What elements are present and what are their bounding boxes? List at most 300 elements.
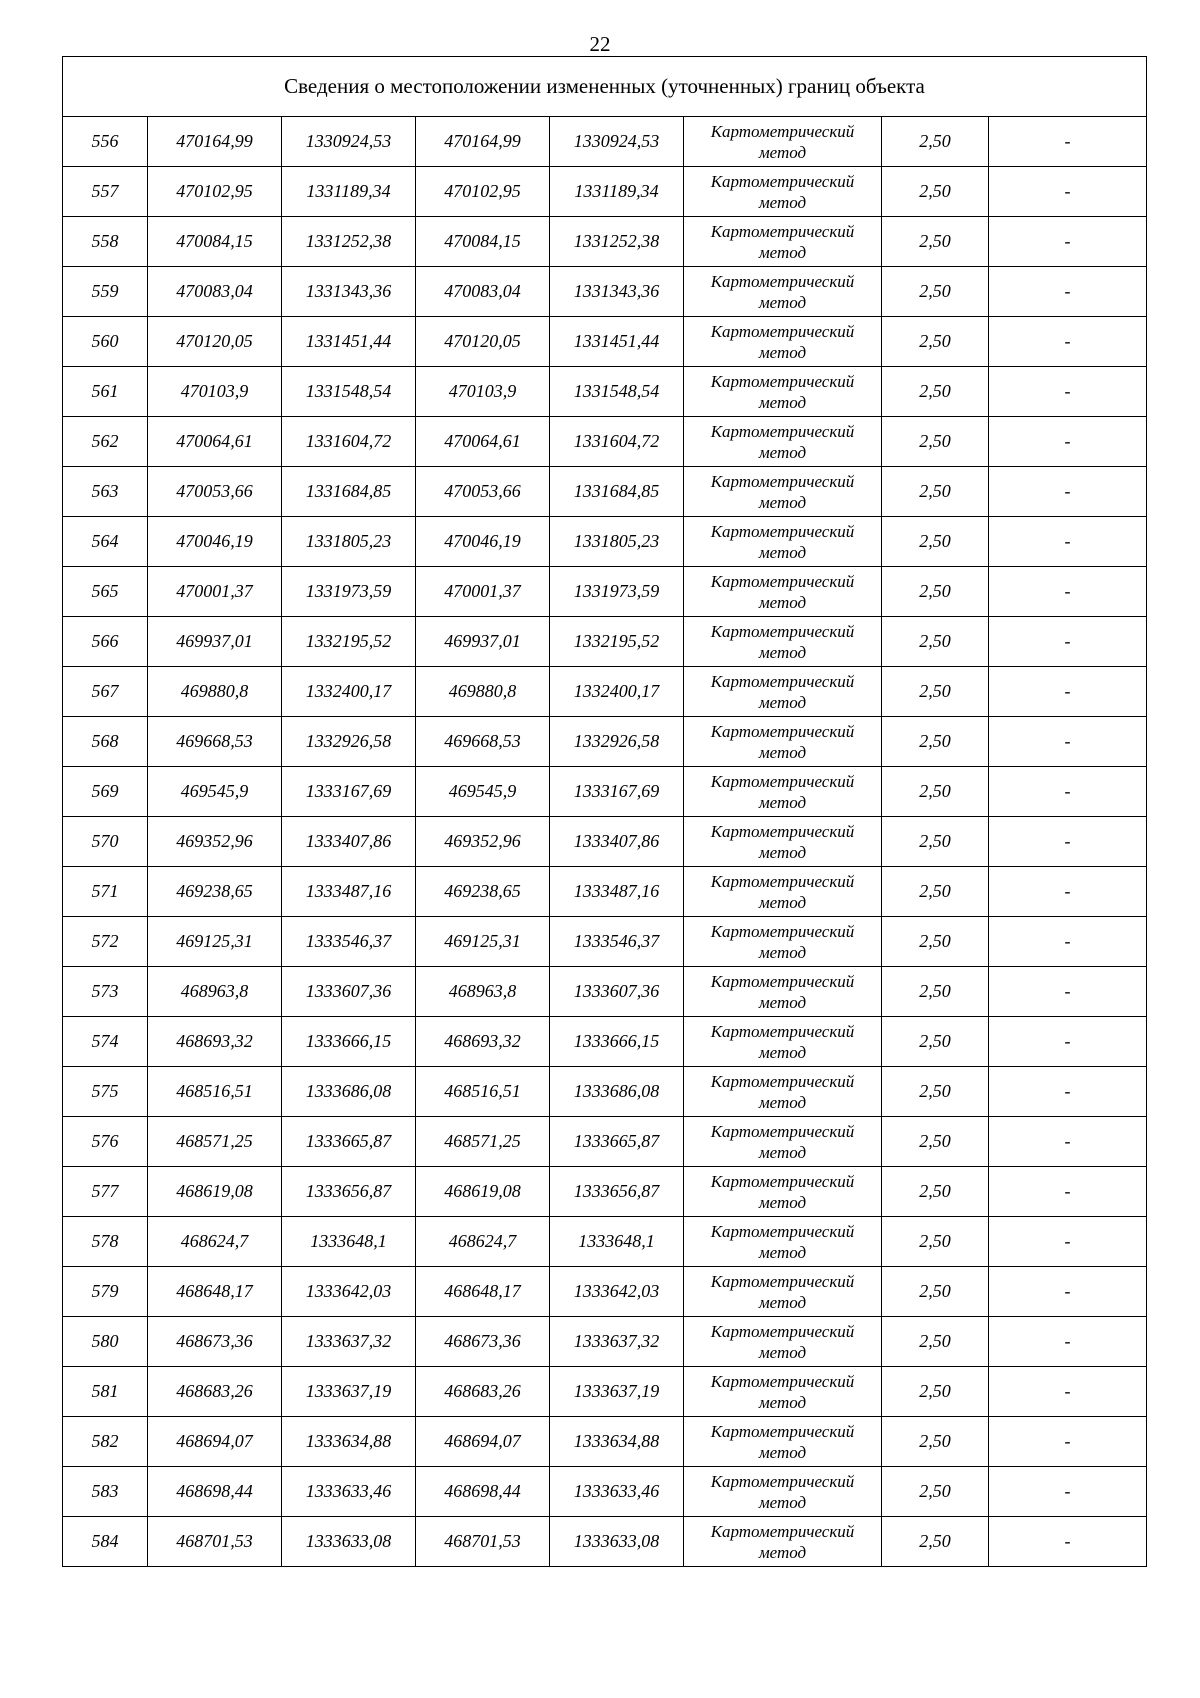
method-line-2: метод [758,592,807,612]
refined-x-cell: 470001,37 [416,567,550,617]
point-number-cell: 570 [63,817,148,867]
accuracy-cell: 2,50 [882,317,989,367]
point-number-cell: 567 [63,667,148,717]
method-cell [684,917,882,967]
method-line-1: Картометрический [710,1121,855,1141]
refined-y-cell: 1333666,15 [550,1017,684,1067]
note-cell: - [989,217,1147,267]
method-cell [684,667,882,717]
refined-y-cell: 1332926,58 [550,717,684,767]
method-cell [684,1517,882,1567]
existing-x-cell: 469125,31 [148,917,282,967]
refined-y-cell: 1333648,1 [550,1217,684,1267]
method-line-2: метод [758,1042,807,1062]
note-cell: - [989,117,1147,167]
method-line-1: Картометрический [710,1471,855,1491]
table-row [63,217,1147,267]
existing-x-cell: 468963,8 [148,967,282,1017]
note-cell: - [989,617,1147,667]
table-row [63,117,1147,167]
existing-y-cell: 1333637,19 [282,1367,416,1417]
method-cell [684,817,882,867]
method-line-2: метод [758,992,807,1012]
table-row [63,1167,1147,1217]
refined-y-cell: 1332195,52 [550,617,684,667]
existing-x-cell: 468694,07 [148,1417,282,1467]
method-cell [684,867,882,917]
table-row [63,267,1147,317]
table-row [63,367,1147,417]
accuracy-cell: 2,50 [882,617,989,667]
existing-x-cell: 468673,36 [148,1317,282,1367]
note-cell: - [989,667,1147,717]
existing-x-cell: 470046,19 [148,517,282,567]
existing-x-cell: 468516,51 [148,1067,282,1117]
method-line-1: Картометрический [710,671,855,691]
table-row [63,417,1147,467]
accuracy-cell: 2,50 [882,1067,989,1117]
method-cell [684,1167,882,1217]
method-line-2: метод [758,242,807,262]
refined-x-cell: 468673,36 [416,1317,550,1367]
method-line-2: метод [758,1392,807,1412]
method-cell [684,367,882,417]
method-cell [684,617,882,667]
accuracy-cell: 2,50 [882,1217,989,1267]
point-number-cell: 577 [63,1167,148,1217]
existing-y-cell: 1331343,36 [282,267,416,317]
note-cell: - [989,867,1147,917]
refined-x-cell: 468619,08 [416,1167,550,1217]
point-number-cell: 580 [63,1317,148,1367]
method-line-1: Картометрический [710,421,855,441]
method-line-2: метод [758,1292,807,1312]
accuracy-cell: 2,50 [882,517,989,567]
note-cell: - [989,1467,1147,1517]
table-row [63,1117,1147,1167]
existing-x-cell: 470083,04 [148,267,282,317]
method-line-2: метод [758,742,807,762]
note-cell: - [989,467,1147,517]
point-number-cell: 569 [63,767,148,817]
point-number-cell: 579 [63,1267,148,1317]
method-line-1: Картометрический [710,721,855,741]
method-line-2: метод [758,542,807,562]
method-line-1: Картометрический [710,1321,855,1341]
refined-x-cell: 469352,96 [416,817,550,867]
point-number-cell: 559 [63,267,148,317]
note-cell: - [989,1117,1147,1167]
table-row [63,1467,1147,1517]
table-row [63,1317,1147,1367]
method-line-2: метод [758,392,807,412]
method-line-2: метод [758,342,807,362]
note-cell: - [989,817,1147,867]
table-row [63,817,1147,867]
existing-x-cell: 468619,08 [148,1167,282,1217]
method-line-2: метод [758,1442,807,1462]
note-cell: - [989,1217,1147,1267]
refined-y-cell: 1333607,36 [550,967,684,1017]
method-line-1: Картометрический [710,1271,855,1291]
refined-x-cell: 468571,25 [416,1117,550,1167]
method-line-1: Картометрический [710,921,855,941]
refined-x-cell: 468694,07 [416,1417,550,1467]
method-line-1: Картометрический [710,121,855,141]
table-row [63,567,1147,617]
existing-x-cell: 470084,15 [148,217,282,267]
method-cell [684,217,882,267]
note-cell: - [989,767,1147,817]
point-number-cell: 573 [63,967,148,1017]
existing-y-cell: 1331548,54 [282,367,416,417]
existing-x-cell: 468683,26 [148,1367,282,1417]
point-number-cell: 566 [63,617,148,667]
refined-x-cell: 468693,32 [416,1017,550,1067]
point-number-cell: 584 [63,1517,148,1567]
method-line-2: метод [758,842,807,862]
existing-x-cell: 469937,01 [148,617,282,667]
accuracy-cell: 2,50 [882,1117,989,1167]
existing-x-cell: 470120,05 [148,317,282,367]
table-row [63,1067,1147,1117]
point-number-cell: 583 [63,1467,148,1517]
existing-y-cell: 1331252,38 [282,217,416,267]
refined-x-cell: 470164,99 [416,117,550,167]
refined-y-cell: 1331604,72 [550,417,684,467]
existing-y-cell: 1333666,15 [282,1017,416,1067]
point-number-cell: 582 [63,1417,148,1467]
existing-y-cell: 1333648,1 [282,1217,416,1267]
accuracy-cell: 2,50 [882,367,989,417]
method-line-1: Картометрический [710,321,855,341]
refined-y-cell: 1333633,46 [550,1467,684,1517]
existing-y-cell: 1333487,16 [282,867,416,917]
existing-y-cell: 1331684,85 [282,467,416,517]
existing-y-cell: 1332400,17 [282,667,416,717]
refined-x-cell: 470120,05 [416,317,550,367]
method-cell [684,1467,882,1517]
point-number-cell: 572 [63,917,148,967]
method-line-1: Картометрический [710,871,855,891]
existing-x-cell: 468698,44 [148,1467,282,1517]
method-line-1: Картометрический [710,1521,855,1541]
method-line-2: метод [758,1192,807,1212]
table-row [63,1367,1147,1417]
table-row [63,667,1147,717]
refined-y-cell: 1333637,19 [550,1367,684,1417]
note-cell: - [989,1367,1147,1417]
existing-x-cell: 468693,32 [148,1017,282,1067]
refined-y-cell: 1333686,08 [550,1067,684,1117]
refined-y-cell: 1333487,16 [550,867,684,917]
existing-x-cell: 468624,7 [148,1217,282,1267]
refined-x-cell: 470064,61 [416,417,550,467]
note-cell: - [989,717,1147,767]
existing-x-cell: 468648,17 [148,1267,282,1317]
existing-y-cell: 1331805,23 [282,517,416,567]
method-cell [684,717,882,767]
existing-y-cell: 1333634,88 [282,1417,416,1467]
refined-x-cell: 468698,44 [416,1467,550,1517]
point-number-cell: 565 [63,567,148,617]
point-number-cell: 578 [63,1217,148,1267]
table-row [63,617,1147,667]
note-cell: - [989,1517,1147,1567]
point-number-cell: 568 [63,717,148,767]
accuracy-cell: 2,50 [882,867,989,917]
refined-y-cell: 1333546,37 [550,917,684,967]
accuracy-cell: 2,50 [882,717,989,767]
table-row [63,717,1147,767]
refined-x-cell: 470083,04 [416,267,550,317]
point-number-cell: 574 [63,1017,148,1067]
refined-x-cell: 468648,17 [416,1267,550,1317]
point-number-cell: 575 [63,1067,148,1117]
method-line-1: Картометрический [710,1021,855,1041]
note-cell: - [989,367,1147,417]
refined-x-cell: 468683,26 [416,1367,550,1417]
existing-x-cell: 470053,66 [148,467,282,517]
method-cell [684,1067,882,1117]
table-row [63,167,1147,217]
existing-x-cell: 469668,53 [148,717,282,767]
method-line-2: метод [758,892,807,912]
method-cell [684,1367,882,1417]
method-line-1: Картометрический [710,571,855,591]
refined-x-cell: 470103,9 [416,367,550,417]
method-line-2: метод [758,642,807,662]
accuracy-cell: 2,50 [882,1467,989,1517]
refined-y-cell: 1331451,44 [550,317,684,367]
refined-y-cell: 1331189,34 [550,167,684,217]
existing-y-cell: 1333633,46 [282,1467,416,1517]
refined-x-cell: 468701,53 [416,1517,550,1567]
refined-y-cell: 1333637,32 [550,1317,684,1367]
table-row [63,467,1147,517]
method-cell [684,1017,882,1067]
refined-x-cell: 470102,95 [416,167,550,217]
refined-y-cell: 1333642,03 [550,1267,684,1317]
method-line-1: Картометрический [710,271,855,291]
existing-y-cell: 1330924,53 [282,117,416,167]
existing-x-cell: 470164,99 [148,117,282,167]
accuracy-cell: 2,50 [882,167,989,217]
accuracy-cell: 2,50 [882,467,989,517]
note-cell: - [989,917,1147,967]
accuracy-cell: 2,50 [882,1517,989,1567]
existing-y-cell: 1333637,32 [282,1317,416,1367]
existing-y-cell: 1333665,87 [282,1117,416,1167]
method-line-1: Картометрический [710,1221,855,1241]
point-number-cell: 576 [63,1117,148,1167]
table-row [63,1267,1147,1317]
refined-y-cell: 1333407,86 [550,817,684,867]
table-row [63,967,1147,1017]
refined-x-cell: 469125,31 [416,917,550,967]
point-number-cell: 560 [63,317,148,367]
table-row [63,767,1147,817]
method-cell [684,317,882,367]
existing-x-cell: 468571,25 [148,1117,282,1167]
existing-x-cell: 470102,95 [148,167,282,217]
method-cell [684,167,882,217]
existing-x-cell: 470103,9 [148,367,282,417]
table-row [63,917,1147,967]
table-row [63,1017,1147,1067]
note-cell: - [989,567,1147,617]
point-number-cell: 562 [63,417,148,467]
method-line-2: метод [758,292,807,312]
existing-y-cell: 1331604,72 [282,417,416,467]
point-number-cell: 563 [63,467,148,517]
accuracy-cell: 2,50 [882,417,989,467]
refined-x-cell: 470046,19 [416,517,550,567]
method-line-2: метод [758,492,807,512]
note-cell: - [989,1167,1147,1217]
accuracy-cell: 2,50 [882,917,989,967]
existing-y-cell: 1333167,69 [282,767,416,817]
note-cell: - [989,967,1147,1017]
existing-y-cell: 1333656,87 [282,1167,416,1217]
note-cell: - [989,517,1147,567]
existing-y-cell: 1331451,44 [282,317,416,367]
method-cell [684,1217,882,1267]
table-row [63,317,1147,367]
refined-x-cell: 469880,8 [416,667,550,717]
method-line-2: метод [758,1542,807,1562]
existing-x-cell: 469238,65 [148,867,282,917]
method-line-1: Картометрический [710,1071,855,1091]
existing-y-cell: 1333546,37 [282,917,416,967]
method-line-1: Картометрический [710,821,855,841]
accuracy-cell: 2,50 [882,1367,989,1417]
existing-y-cell: 1333642,03 [282,1267,416,1317]
method-line-1: Картометрический [710,521,855,541]
note-cell: - [989,1067,1147,1117]
accuracy-cell: 2,50 [882,767,989,817]
existing-y-cell: 1332195,52 [282,617,416,667]
method-cell [684,767,882,817]
method-line-2: метод [758,1092,807,1112]
accuracy-cell: 2,50 [882,1417,989,1467]
point-number-cell: 557 [63,167,148,217]
method-line-2: метод [758,1142,807,1162]
refined-y-cell: 1333634,88 [550,1417,684,1467]
method-line-2: метод [758,142,807,162]
refined-y-cell: 1333656,87 [550,1167,684,1217]
refined-y-cell: 1332400,17 [550,667,684,717]
method-cell [684,267,882,317]
method-line-1: Картометрический [710,471,855,491]
method-line-2: метод [758,192,807,212]
refined-x-cell: 468516,51 [416,1067,550,1117]
method-line-1: Картометрический [710,171,855,191]
refined-x-cell: 469545,9 [416,767,550,817]
method-cell [684,1117,882,1167]
method-line-1: Картометрический [710,621,855,641]
method-line-1: Картометрический [710,1371,855,1391]
method-cell [684,517,882,567]
refined-x-cell: 469937,01 [416,617,550,667]
method-cell [684,417,882,467]
accuracy-cell: 2,50 [882,567,989,617]
table-row [63,1517,1147,1567]
existing-y-cell: 1333607,36 [282,967,416,1017]
accuracy-cell: 2,50 [882,1317,989,1367]
method-line-2: метод [758,792,807,812]
refined-x-cell: 469238,65 [416,867,550,917]
method-line-2: метод [758,942,807,962]
refined-x-cell: 470084,15 [416,217,550,267]
existing-x-cell: 468701,53 [148,1517,282,1567]
refined-y-cell: 1331252,38 [550,217,684,267]
method-cell [684,967,882,1017]
existing-x-cell: 470064,61 [148,417,282,467]
point-number-cell: 558 [63,217,148,267]
accuracy-cell: 2,50 [882,267,989,317]
note-cell: - [989,417,1147,467]
accuracy-cell: 2,50 [882,1167,989,1217]
method-line-1: Картометрический [710,1421,855,1441]
refined-y-cell: 1331973,59 [550,567,684,617]
method-line-2: метод [758,692,807,712]
point-number-cell: 556 [63,117,148,167]
accuracy-cell: 2,50 [882,117,989,167]
existing-x-cell: 470001,37 [148,567,282,617]
method-cell [684,1317,882,1367]
note-cell: - [989,1317,1147,1367]
table-title: Сведения о местоположении измененных (уточненных) границ объекта [63,57,1147,117]
existing-y-cell: 1331189,34 [282,167,416,217]
method-line-2: метод [758,1242,807,1262]
table-row [63,517,1147,567]
boundary-coordinates-table [62,56,1147,1567]
note-cell: - [989,1417,1147,1467]
table-row [63,867,1147,917]
existing-x-cell: 469352,96 [148,817,282,867]
method-line-1: Картометрический [710,371,855,391]
refined-x-cell: 470053,66 [416,467,550,517]
point-number-cell: 571 [63,867,148,917]
accuracy-cell: 2,50 [882,967,989,1017]
note-cell: - [989,317,1147,367]
page-number: 22 [589,32,611,56]
refined-y-cell: 1333633,08 [550,1517,684,1567]
table-row [63,1217,1147,1267]
point-number-cell: 581 [63,1367,148,1417]
point-number-cell: 561 [63,367,148,417]
method-line-2: метод [758,442,807,462]
accuracy-cell: 2,50 [882,1017,989,1067]
method-line-1: Картометрический [710,971,855,991]
accuracy-cell: 2,50 [882,217,989,267]
refined-x-cell: 468624,7 [416,1217,550,1267]
note-cell: - [989,1267,1147,1317]
note-cell: - [989,1017,1147,1067]
accuracy-cell: 2,50 [882,667,989,717]
existing-y-cell: 1332926,58 [282,717,416,767]
refined-y-cell: 1331805,23 [550,517,684,567]
existing-y-cell: 1333633,08 [282,1517,416,1567]
refined-y-cell: 1331548,54 [550,367,684,417]
method-line-2: метод [758,1492,807,1512]
refined-y-cell: 1333665,87 [550,1117,684,1167]
refined-y-cell: 1330924,53 [550,117,684,167]
refined-x-cell: 469668,53 [416,717,550,767]
existing-x-cell: 469880,8 [148,667,282,717]
existing-x-cell: 469545,9 [148,767,282,817]
